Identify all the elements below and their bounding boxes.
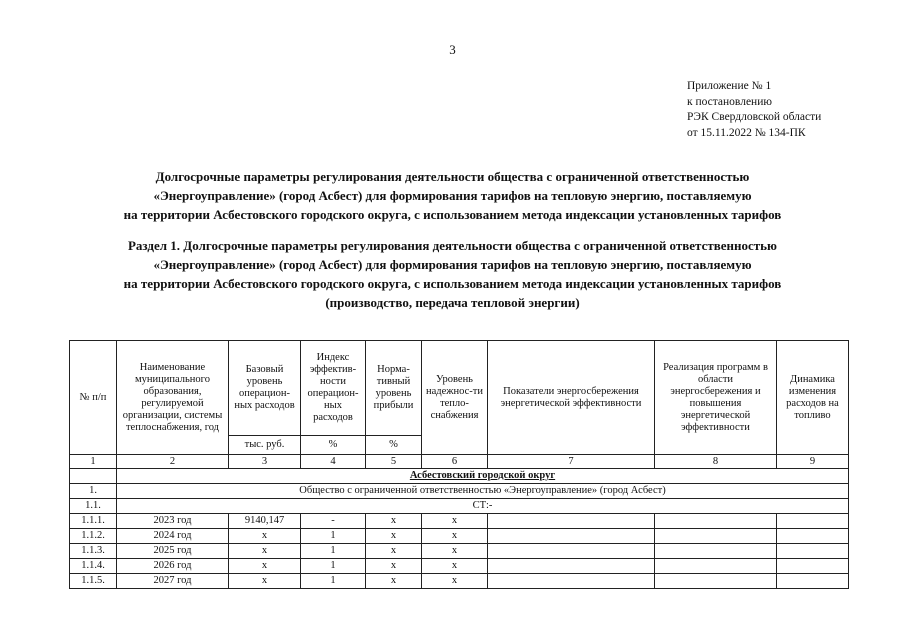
row-index: 1 (301, 574, 366, 589)
row-dynamics (777, 529, 849, 544)
row-norm: х (366, 544, 422, 559)
section-title-line: «Энергоуправление» (город Асбест) для формирования тарифов на тепловую энергию, поставляемую (153, 257, 752, 272)
header-name: Наименование муниципального образования, регулируемой организации, системы теплоснабжения, год (117, 341, 229, 455)
row-num: 1.1.4. (70, 559, 117, 574)
row-reliability: х (422, 559, 488, 574)
appendix-line: Приложение № 1 (687, 80, 772, 92)
header-num: № п/п (70, 341, 117, 455)
header-normative-profit: Норма-тивный уровень прибыли (366, 341, 422, 436)
row-index: 1 (301, 529, 366, 544)
row-dynamics (777, 574, 849, 589)
organization-name: Общество с ограниченной ответственностью «Энергоуправление» (город Асбест) (117, 484, 849, 499)
system-name: СТ:- (117, 499, 849, 514)
appendix-line: от 15.11.2022 № 134-ПК (687, 126, 806, 139)
row-num: 1.1.5. (70, 574, 117, 589)
column-number: 8 (655, 455, 777, 469)
section-title-line: (производство, передача тепловой энергии) (325, 295, 580, 310)
row-year: 2024 год (117, 529, 229, 544)
row-reliability: х (422, 574, 488, 589)
row-num: 1.1.3. (70, 544, 117, 559)
column-number: 5 (366, 455, 422, 469)
unit-norm: % (366, 436, 422, 455)
row-num: 1. (70, 484, 117, 499)
unit-base: тыс. руб. (229, 436, 301, 455)
row-norm: х (366, 559, 422, 574)
row-programs (655, 559, 777, 574)
row-norm: х (366, 574, 422, 589)
header-programs: Реализация программ в области энергосбережения и повышения энергетической эффективности (655, 341, 777, 455)
row-index: 1 (301, 559, 366, 574)
row-index: - (301, 514, 366, 529)
row-base: 9140,147 (229, 514, 301, 529)
column-number: 4 (301, 455, 366, 469)
row-energy (488, 514, 655, 529)
row-reliability: х (422, 529, 488, 544)
row-programs (655, 529, 777, 544)
header-energy-indicators: Показатели энергосбережения энергетической эффективности (488, 341, 655, 455)
table-row (70, 574, 849, 589)
column-number: 1 (70, 455, 117, 469)
appendix-line: РЭК Свердловской области (687, 111, 822, 123)
header-fuel-dynamics: Динамика изменения расходов на топливо (777, 341, 849, 455)
row-dynamics (777, 514, 849, 529)
column-number: 6 (422, 455, 488, 469)
table-row (70, 559, 849, 574)
row-dynamics (777, 559, 849, 574)
appendix-line: к постановлению (687, 95, 772, 108)
section-title-line: Раздел 1. Долгосрочные параметры регулирования деятельности общества с ограниченной ответственностью (127, 238, 777, 253)
appendix-block (687, 79, 821, 141)
document-title (0, 167, 905, 224)
row-norm: х (366, 529, 422, 544)
row-base: х (229, 544, 301, 559)
column-number: 9 (777, 455, 849, 469)
table-row (70, 514, 849, 529)
row-num: 1.1.2. (70, 529, 117, 544)
row-energy (488, 529, 655, 544)
parameters-table (69, 340, 849, 589)
row-energy (488, 559, 655, 574)
header-base-expenses: Базовый уровень операцион-ных расходов (229, 341, 301, 436)
column-number: 7 (488, 455, 655, 469)
row-dynamics (777, 544, 849, 559)
row-num: 1.1.1. (70, 514, 117, 529)
row-programs (655, 574, 777, 589)
row-base: х (229, 529, 301, 544)
row-norm: х (366, 514, 422, 529)
row-reliability: х (422, 514, 488, 529)
row-reliability: х (422, 544, 488, 559)
column-number: 3 (229, 455, 301, 469)
row-programs (655, 514, 777, 529)
row-num: 1.1. (70, 499, 117, 514)
title-line: на территории Асбестовского городского округа, с использованием метода индексации установленных тарифов (123, 207, 782, 222)
district-title: Асбестовский городской округ (117, 469, 849, 484)
row-year: 2023 год (117, 514, 229, 529)
row-year: 2025 год (117, 544, 229, 559)
row-year: 2027 год (117, 574, 229, 589)
table-row (70, 544, 849, 559)
row-year: 2026 год (117, 559, 229, 574)
header-efficiency-index: Индекс эффектив-ности операцион-ных расходов (301, 341, 366, 436)
table-row (70, 529, 849, 544)
row-energy (488, 574, 655, 589)
section-title (0, 236, 905, 312)
row-base: х (229, 574, 301, 589)
section-title-line: на территории Асбестовского городского округа, с использованием метода индексации установленных тарифов (123, 276, 782, 291)
title-line: Долгосрочные параметры регулирования деятельности общества с ограниченной ответственностью (155, 169, 750, 184)
row-base: х (229, 559, 301, 574)
row-index: 1 (301, 544, 366, 559)
page-number: 3 (449, 42, 456, 57)
row-energy (488, 544, 655, 559)
row-programs (655, 544, 777, 559)
unit-index: % (301, 436, 366, 455)
empty-cell (70, 469, 117, 484)
title-line: «Энергоуправление» (город Асбест) для формирования тарифов на тепловую энергию, поставляемую (153, 188, 752, 203)
column-number: 2 (117, 455, 229, 469)
header-reliability: Уровень надежнос-ти тепло-снабжения (422, 341, 488, 455)
